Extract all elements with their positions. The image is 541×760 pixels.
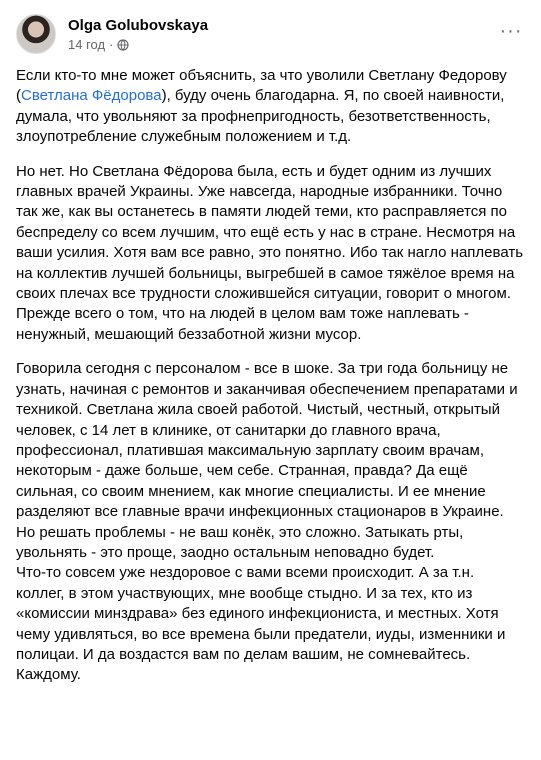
post-paragraph-4: Что-то совсем уже нездоровое с вами всеми происходит. А за т.н. коллег, в этом участвующих, мне вообще стыдно. И за тех, кто из «комиссии минздрава» без единого инфекциониста, и местных. Хотя чему удивляться, во все времена были предатели, иуды, изменники и полицаи. И да воздастся вам по делам вашим, не сомневайтесь. Каждому. xyxy=(16,564,506,684)
post-meta xyxy=(68,16,208,53)
post-paragraph-3: Говорила сегодня с персоналом - все в шоке. За три года больницу не узнать, начиная с ремонтов и заканчивая обеспечением препаратами и техникой. Светлана жила своей работой. Чистый, честный, открытый человек, с 14 лет в клинике, от санитарки до главного врача, профессионал, платившая максимальную зарплату своим врачам, некоторым - даже больше, чем себе. Странная, правда? Да ещё сильная, со своим мнением, как многие специалисты. И ее мнение разделяют все главные врачи инфекционных стационаров в Украине. Но решать проблемы - не ваш конёк, это сложно. Затыкать рты, увольнять - это проще, заодно остальным неповадно будет. xyxy=(16,360,518,561)
author-avatar[interactable] xyxy=(16,14,56,54)
post-paragraph-2: Но нет. Но Светлана Фёдорова была, есть и будет одним из лучших главных врачей Украины. Уже навсегда, народные избранники. Точно так же, как вы останетесь в памяти людей теми, кто расправляется по беспределу со всем лучшим, что ещё есть у нас в стране. Несмотря на ваши усилия. Хотя вам все равно, это понятно. Ибо так нагло наплевать на коллектив лучшей больницы, выгребшей в самое тяжёлое время на своих плечах все трудности сложившейся ситуации, говорит о многом. Прежде всего о том, что на людей в целом вам тоже наплевать - ненужный, мешающий беззаботной жизни мусор. xyxy=(16,162,524,343)
paragraph-1-text-start: Если кто-то мне может объяснить, за что уволили Светлану Федорову ( xyxy=(16,67,507,105)
separator-dot: · xyxy=(109,36,114,52)
globe-icon[interactable] xyxy=(117,39,129,51)
paragraph-1-text-end: ), буду очень благодарна. Я, по своей наивности, думала, что увольняют за профнепригодность, безответственность, злоупотребление служебным положением и т.д. xyxy=(16,87,505,146)
post-subline xyxy=(68,37,208,53)
post-paragraph-1 xyxy=(16,66,525,148)
author-name[interactable]: Olga Golubovskaya xyxy=(68,16,209,34)
mention-link[interactable]: Светлана Фёдорова xyxy=(21,87,162,105)
post-timestamp[interactable]: 14 год xyxy=(68,36,106,52)
more-horizontal-icon: ··· xyxy=(499,19,523,42)
more-options-button[interactable] xyxy=(493,16,529,52)
post-header xyxy=(16,12,529,56)
post-body xyxy=(16,66,525,686)
